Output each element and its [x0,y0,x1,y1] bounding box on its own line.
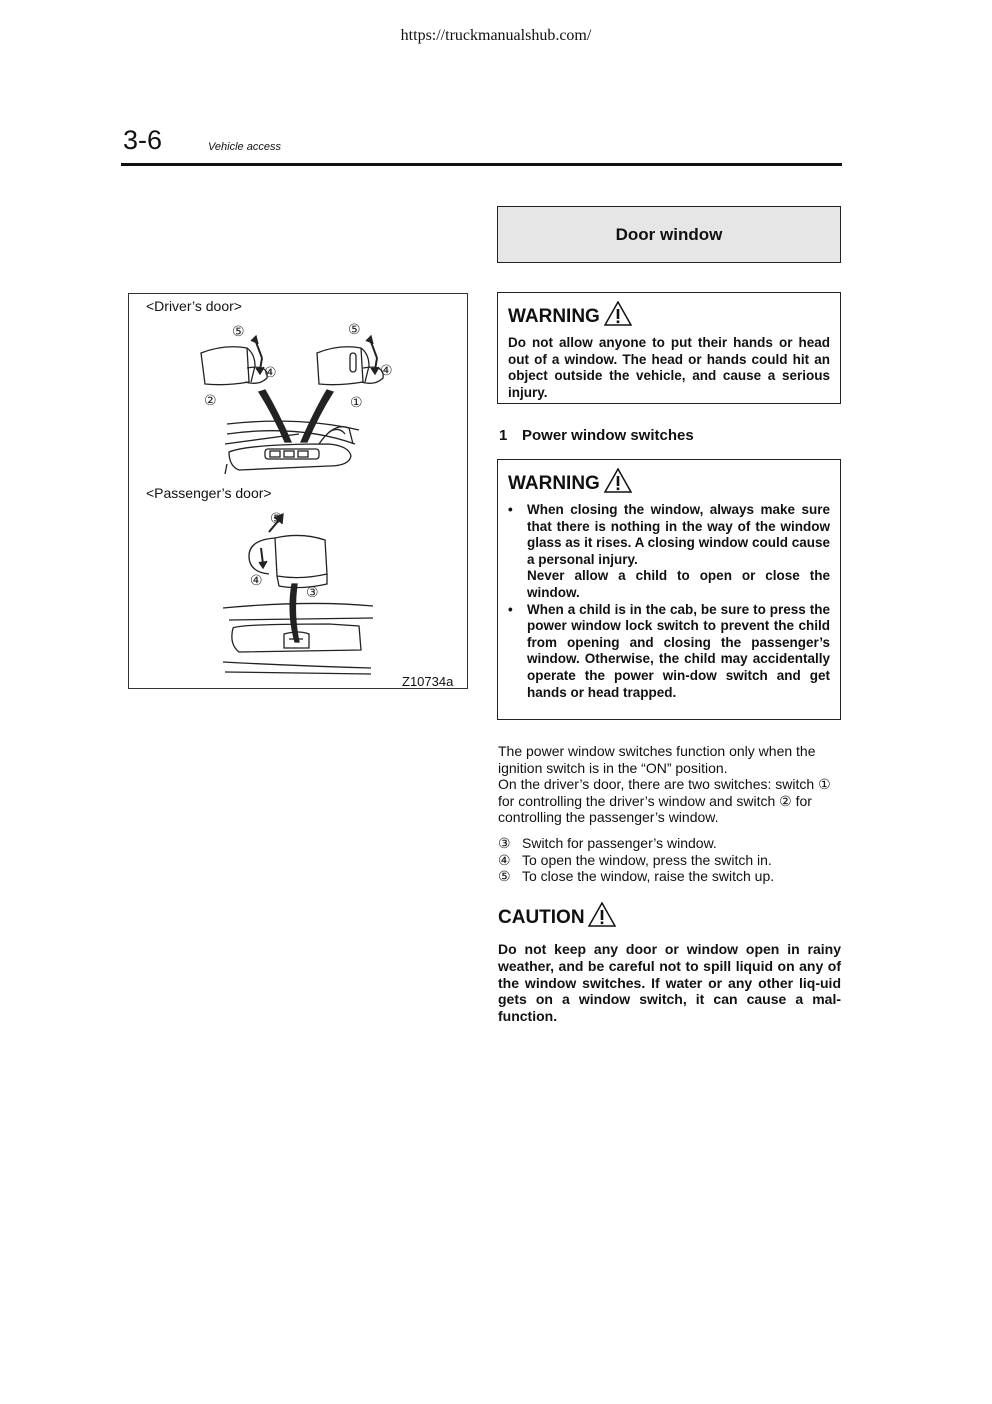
body-paragraph-2: On the driver’s door, there are two switches: switch ① for controlling the driver’s window and switch ② for controlling the passenger’s window. [498,776,831,826]
callout-3: ③ [306,585,319,601]
step-number: ③ [498,835,511,851]
figure-code: Z10734a [402,674,454,689]
step-number: ⑤ [498,868,511,885]
section-heading [499,427,694,444]
callout-5-driver-left: ⑤ [232,324,245,340]
driver-switch-2-drawing [201,347,249,385]
callout-1: ① [350,395,363,411]
callout-5-passenger: ⑤ [270,511,283,527]
warning-triangle-icon [604,301,632,332]
page-number: 3-6 [123,125,163,155]
step-number: ④ [498,851,511,868]
warning-item-text: When closing the window, always make sure that there is nothing in the way of the window glass as it rises. A closing window could cause a personal injury. [527,502,830,567]
warning-text-1: Do not allow anyone to put their hands or head out of a window. The head or hands could hit an object outside the vehicle, and cause a serious injury. [508,335,830,400]
bullet: • [508,502,513,517]
callout-2: ② [204,393,217,409]
warning-box-1 [497,292,841,404]
caution-heading [498,902,616,933]
callout-5-driver-right: ⑤ [348,322,361,338]
header-rule [121,163,842,166]
source-url[interactable]: https://truckmanualshub.com/ [400,27,592,44]
section-title: Vehicle access [208,141,281,153]
warning-title-2: WARNING [508,472,600,494]
section-heading-title: Power window switches [522,427,694,444]
step-text: To open the window, press the switch in. [522,851,772,868]
driver-door-label: <Driver’s door> [146,298,242,314]
callout-4-driver-right: ④ [380,363,393,379]
caution-triangle-icon [588,902,616,933]
switch-illustration [128,293,468,689]
door-window-title: Door window [497,206,841,263]
step-item [498,852,841,869]
warning-heading-1 [508,301,830,332]
bullet: • [508,601,513,617]
step-item [498,868,841,885]
step-list [498,835,841,885]
warning-triangle-icon [604,468,632,499]
warning-list-item [508,502,830,602]
warning-heading-2 [508,468,830,499]
step-text: To close the window, raise the switch up. [522,868,775,885]
body-paragraph-1: The power window switches function only when the ignition switch is in the “ON” position. [498,743,816,776]
step-item [498,835,841,852]
warning-box-2 [497,459,841,720]
section-number: 1 [499,427,508,444]
passenger-switch-drawing [275,535,327,577]
warning-title-1: WARNING [508,305,600,327]
warning-item-text: When a child is in the cab, be sure to press the power window lock switch to prevent the child from opening and closing the passenger’s window. Otherwise, the child may accidentally operate the power win-dow switch and get hands or head trapped. [527,601,830,700]
warning-list-2 [508,502,830,701]
callout-4-driver-left: ④ [264,365,277,381]
passenger-door-label: <Passenger’s door> [146,485,272,501]
caution-text: Do not keep any door or window open in rainy weather, and be careful not to spill liquid on any of the window switches. If water or any other liq-uid gets on a window switch, it can cause a mal-function. [498,941,841,1025]
warning-item-text: Never allow a child to open or close the window. [527,568,830,600]
step-text: Switch for passenger’s window. [522,835,717,851]
callout-4-passenger: ④ [250,573,263,589]
caution-title: CAUTION [498,906,585,928]
switch-drawing [129,294,469,690]
warning-list-item [508,602,830,702]
